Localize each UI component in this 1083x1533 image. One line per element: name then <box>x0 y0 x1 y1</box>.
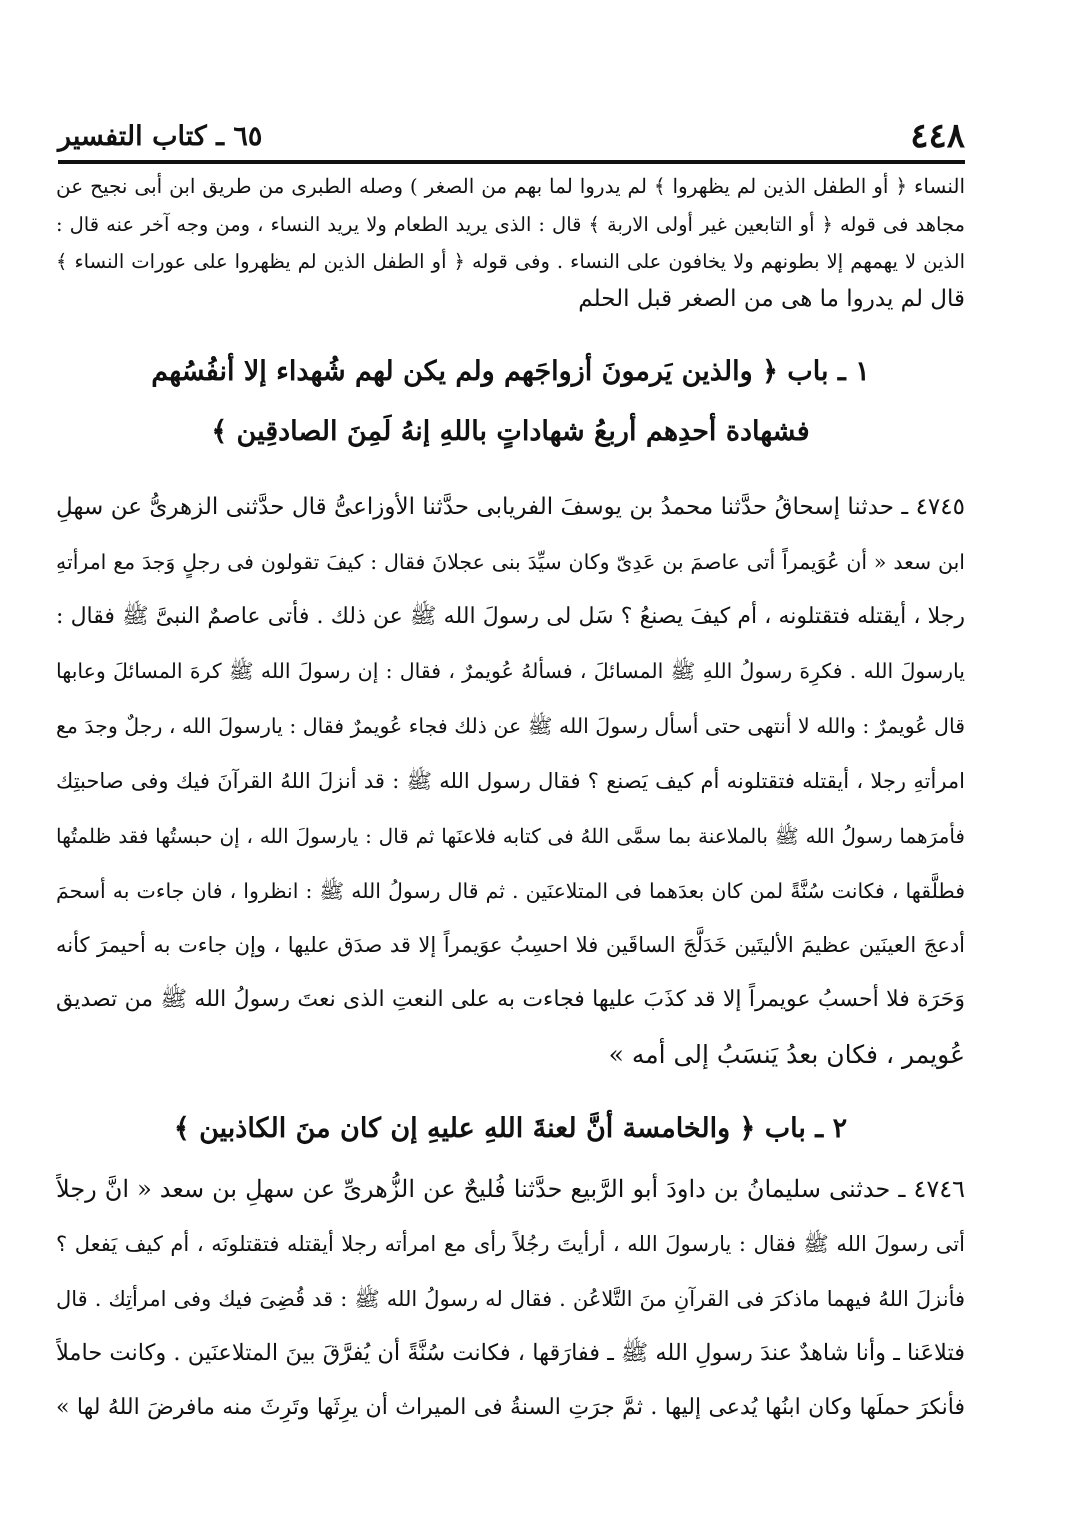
text-line: وَحَرَة فلا أحسبُ عويمراً إلا قد كذَبَ عليها فجاءت به على النعتِ الذى نعتَ رسولُ الله ﷺ من تصديق <box>56 987 965 1013</box>
text-line: فتلاعَنا ـ وأنا شاهدٌ عندَ رسولِ الله ﷺ ـ ففارَقها ، فكانت سُنَّةً أن يُفرَّقَ بينَ المتلاعنَين . وكانت حاملاً <box>56 1340 965 1367</box>
hadith-4745 <box>56 480 965 1083</box>
text-line: عُويمر ، فكان بعدُ يَنسَبُ إلى أمه » <box>608 1039 965 1069</box>
text-line: قال عُويمرٌ : والله لا أنتهى حتى أسأل رسولَ الله ﷺ عن ذلك فجاء عُويمرٌ فقال : يارسولَ الله ، رجلٌ وجدَ مع <box>56 714 965 739</box>
section-heading-2: ٢ ـ باب ﴿ والخامسة أنَّ لعنةَ اللهِ عليهِ إن كان منَ الكاذبين ﴾ <box>173 1113 848 1144</box>
text-line: ٤٧٤٥ ـ حدثنا إسحاقُ حدَّثنا محمدُ بن يوسفَ الفريابى حدَّثنا الأوزاعىُّ قال حدَّثنى الزهرىُّ عن سهلِ <box>56 494 965 520</box>
section-heading-1-continued: فشهادة أحدِهم أربعُ شهاداتٍ باللهِ إنهُ لَمِنَ الصادقِين ﴾ <box>211 416 810 447</box>
text-line: أتى رسولَ الله ﷺ فقال : يارسولَ الله ، أرأيتَ رجُلاً رأى مع امرأته رجلا أيقتله فتقتلونَه ، أم كيف يَفعل ؟ <box>56 1231 965 1256</box>
running-header <box>58 112 965 164</box>
text-line: قال لم يدروا ما هى من الصغر قبل الحلم <box>578 285 965 312</box>
section-heading-1: ١ ـ باب ﴿ والذين يَرمونَ أزواجَهم ولم يكن لهم شُهداء إلا أنفُسُهم <box>151 356 870 387</box>
text-line: فأمرَهما رسولُ الله ﷺ بالملاعنة بما سمَّى اللهُ فى كتابه فلاعنَها ثم قال : يارسولَ الله ، إن حبستُها فقد ظلمتُها <box>56 823 965 848</box>
text-line: رجلا ، أيقتله فتقتلونه ، أم كيفَ يصنعُ ؟ سَل لى رسولَ الله ﷺ عن ذلك . فأتى عاصمٌ النبىَّ ﷺ فقال : <box>56 603 965 629</box>
page-number: ٤٤٨ <box>910 116 965 156</box>
text-line: امرأتهِ رجلا ، أيقتله فتقتلونه أم كيف يَصنع ؟ فقال رسول الله ﷺ : قد أنزلَ اللهُ القرآنَ فيك وفى صاحبتِك <box>56 768 965 793</box>
text-line: فأنزلَ اللهُ فيهما ماذكرَ فى القرآنِ منَ التَّلاعُن . فقال له رسولُ الله ﷺ : قد قُضِىَ فيك وفى امرأتِك . قال <box>56 1286 965 1311</box>
text-line: فأنكرَ حملَها وكان ابنُها يُدعى إليها . ثمَّ جرَتِ السنةُ فى الميراث أن يرِثَها وتَرِثَ منه مافرضَ اللهُ لها » <box>56 1395 965 1421</box>
text-line: يارسولَ الله . فكرِهَ رسولُ اللهِ ﷺ المسائلَ ، فسألهُ عُويمرٌ ، فقال : إن رسولَ الله ﷺ كرهَ المسائلَ وعابها <box>56 659 965 684</box>
text-line: فطلَّقها ، فكانت سُنَّةً لمن كان بعدَهما فى المتلاعنَين . ثم قال رسولُ الله ﷺ : انظروا ، فان جاءت به أسحمَ <box>56 878 965 903</box>
chapter-title: ٦٥ ـ كتاب التفسير <box>58 120 263 152</box>
commentary-paragraph <box>56 168 965 318</box>
hadith-4746 <box>56 1162 965 1436</box>
text-line: ٤٧٤٦ ـ حدثنى سليمانُ بن داودَ أبو الرَّبيع حدَّثنا فُليحٌ عن الزُّهرىِّ عن سهلِ بن سعد « انَّ رجلاً <box>56 1175 965 1203</box>
text-line: أدعجَ العينَين عظيمَ الأليتَين خَدَلَّجَ الساقَين فلا احسِبُ عوَيمراً إلا قد صدَق عليها ، وإن جاءت به أحيمرَ كأنه <box>56 933 965 958</box>
text-line: الذين لا يهمهم إلا بطونهم ولا يخافون على النساء . وفى قوله ﴿ أو الطفل الذين لم يظهروا على عورات النساء ﴾ <box>56 250 965 273</box>
text-line: مجاهد فى قوله ﴿ أو التابعين غير أولى الاربة ﴾ قال : الذى يريد الطعام ولا يريد النساء ، ومن وجه آخر عنه قال : <box>56 212 965 236</box>
text-line: النساء ﴿ أو الطفل الذين لم يظهروا ﴾ لم يدروا لما بهم من الصغر ) وصله الطبرى من طريق ابن أبى نجيح عن <box>56 174 965 198</box>
text-line: ابن سعد « أن عُوَيمراً أتى عاصمَ بن عَدِىّ وكان سيِّدَ بنى عجلانَ فقال : كيفَ تقولون فى رجلٍ وَجدَ مع امرأتهِ <box>56 549 965 574</box>
